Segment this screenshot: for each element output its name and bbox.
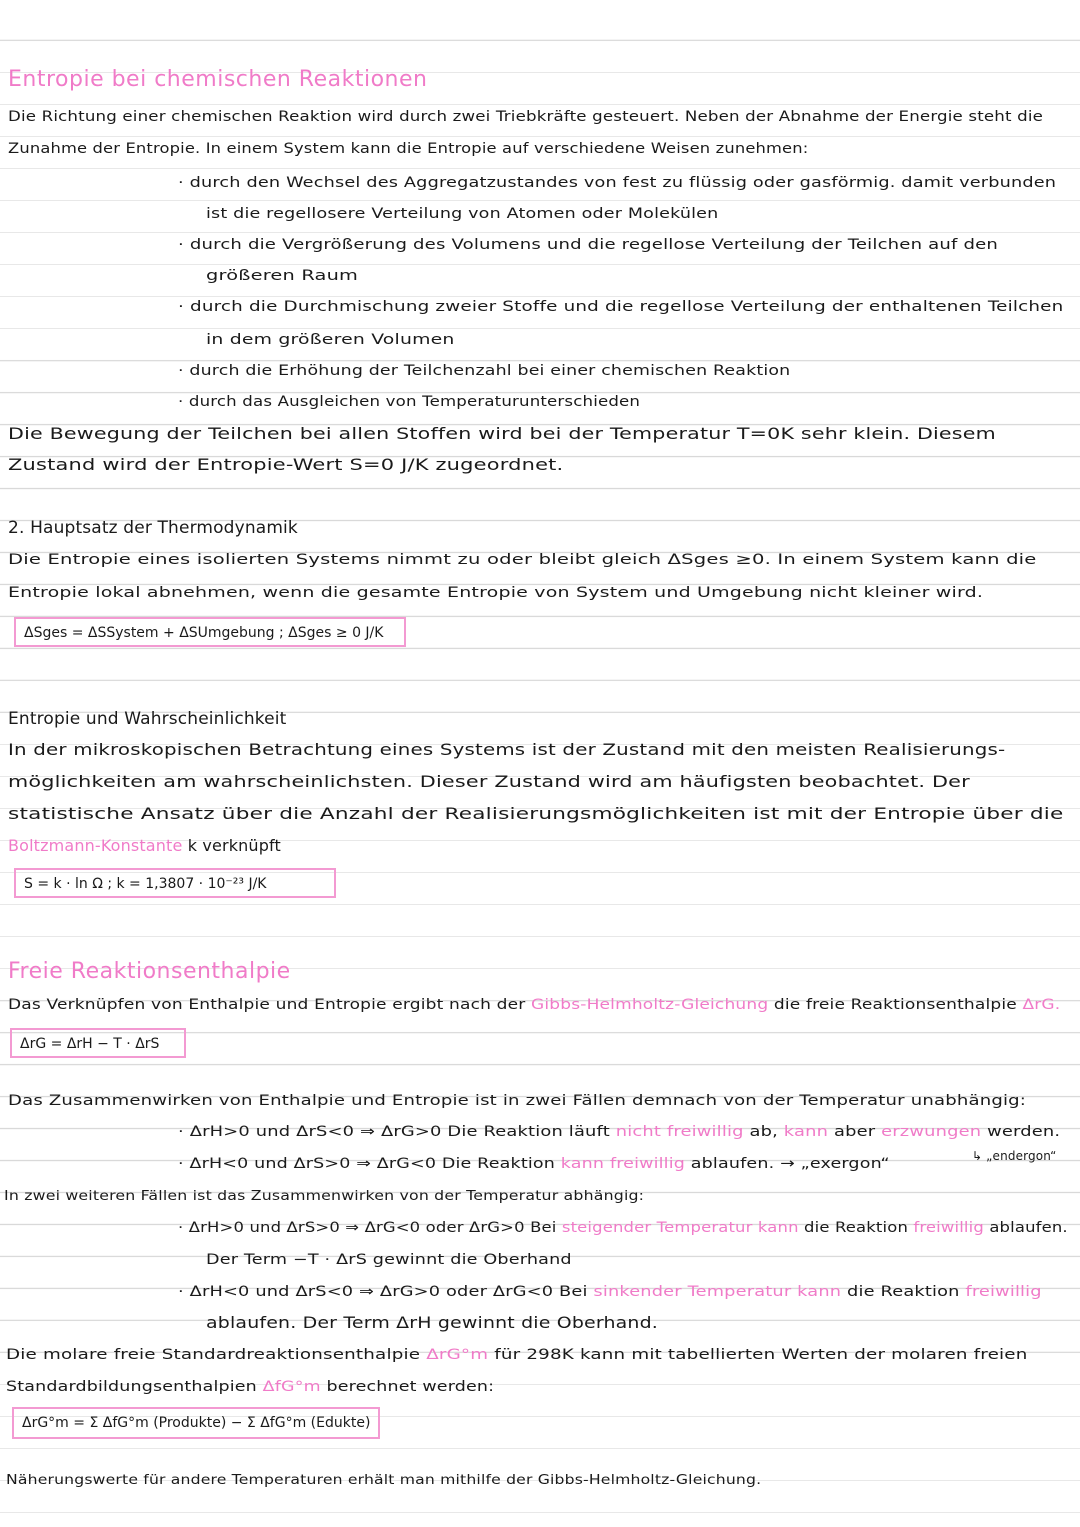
case-1-forced: erzwungen <box>881 1124 982 1140</box>
section-title-free-enthalpy: Freie Reaktionsenthalpie <box>8 959 291 984</box>
formula-gibbs: ΔrG = ΔrH − T · ΔrS <box>20 1036 160 1052</box>
entropy-bullet-2: · durch die Vergrößerung des Volumens und die regellose Verteilung der Teilchen auf den <box>178 237 999 253</box>
molar-delta-f-g: ΔfG°m <box>262 1379 321 1395</box>
section-title-entropy: Entropie bei chemischen Reaktionen <box>8 67 428 92</box>
gibbs-helmholtz-term: Gibbs-Helmholtz-Gleichung <box>531 997 769 1013</box>
entropy-bullet-1: · durch den Wechsel des Aggregatzustandes von fest zu flüssig oder gasförmig. damit verbunden <box>178 175 1057 191</box>
case-3c: ablaufen. <box>983 1220 1068 1236</box>
probability-line-4 <box>8 836 281 856</box>
case-2-can-voluntary: kann freiwillig <box>560 1156 686 1172</box>
molar-line-1 <box>6 1345 1027 1365</box>
case-1-not-voluntary: nicht freiwillig <box>615 1124 744 1140</box>
boltzmann-constant-term: Boltzmann-Konstante <box>8 836 183 855</box>
molar-delta-r-g: ΔrG°m <box>426 1347 489 1363</box>
free-enthalpy-line-1a: Das Verknüpfen von Enthalpie und Entropie ergibt nach der <box>8 997 532 1013</box>
case-1d: werden. <box>981 1124 1061 1140</box>
case-4-falling-temp: sinkender Temperatur kann <box>593 1284 842 1300</box>
formula-box-gibbs <box>10 1028 186 1058</box>
probability-line-1: In der mikroskopischen Betrachtung eines Systems ist der Zustand mit den meisten Realisierungs- <box>8 740 1006 759</box>
formula-box-molar <box>12 1407 380 1439</box>
case-4a: · ΔrH<0 und ΔrS<0 ⇒ ΔrG>0 oder ΔrG<0 Bei <box>178 1284 594 1300</box>
case-3-voluntary: freiwillig <box>913 1220 984 1236</box>
molar-2b: berechnet werden: <box>320 1379 495 1395</box>
entropy-bullet-2-cont: größeren Raum <box>206 268 359 284</box>
case-4-line-2: ablaufen. Der Term ΔrH gewinnt die Oberhand. <box>206 1313 658 1332</box>
case-1-line <box>178 1122 1060 1142</box>
case-1b: ab, <box>743 1124 784 1140</box>
case-2b: ablaufen. → „exergon“ <box>685 1156 890 1172</box>
case-3a: · ΔrH>0 und ΔrS>0 ⇒ ΔrG<0 oder ΔrG>0 Bei <box>178 1220 562 1236</box>
section-title-second-law: 2. Hauptsatz der Thermodynamik <box>8 518 298 538</box>
free-enthalpy-line-1b: die freie Reaktionsenthalpie <box>768 997 1023 1013</box>
case-3-rising-temp: steigender Temperatur kann <box>561 1220 799 1236</box>
entropy-zero-line-2: Zustand wird der Entropie-Wert S=0 J/K zugeordnet. <box>8 455 564 474</box>
delta-r-g-term: ΔrG. <box>1022 997 1061 1013</box>
case-1-can: kann <box>783 1124 829 1140</box>
molar-1b: für 298K kann mit tabellierten Werten der molaren freien <box>488 1347 1028 1363</box>
case-3-line-2: Der Term −T · ΔrS gewinnt die Oberhand <box>206 1252 572 1268</box>
case-3-line <box>178 1218 1068 1238</box>
probability-line-4-rest: k verknüpft <box>182 836 281 855</box>
second-law-line-2: Entropie lokal abnehmen, wenn die gesamte Entropie von System und Umgebung nicht kleiner wird. <box>8 585 984 601</box>
case-1a: · ΔrH>0 und ΔrS<0 ⇒ ΔrG>0 Die Reaktion läuft <box>178 1124 616 1140</box>
temperature-dependent-intro: In zwei weiteren Fällen ist das Zusammenwirken von der Temperatur abhängig: <box>4 1189 645 1204</box>
molar-2a: Standardbildungsenthalpien <box>6 1379 263 1395</box>
entropy-bullet-4: · durch die Erhöhung der Teilchenzahl bei einer chemischen Reaktion <box>178 363 791 379</box>
probability-line-2: möglichkeiten am wahrscheinlichsten. Dieser Zustand wird am häufigsten beobachtet. Der <box>8 772 970 791</box>
entropy-bullet-3: · durch die Durchmischung zweier Stoffe und die regellose Verteilung der enthaltenen Teilchen <box>178 299 1064 315</box>
case-4b: die Reaktion <box>841 1284 966 1300</box>
entropy-bullet-1-cont: ist die regellosere Verteilung von Atomen oder Molekülen <box>206 206 719 222</box>
entropy-bullet-5: · durch das Ausgleichen von Temperaturunterschieden <box>178 394 641 410</box>
case-2a: · ΔrH<0 und ΔrS>0 ⇒ ΔrG<0 Die Reaktion <box>178 1156 561 1172</box>
molar-line-2 <box>6 1377 494 1397</box>
free-enthalpy-line-1 <box>8 995 1060 1015</box>
entropy-intro-line-1: Die Richtung einer chemischen Reaktion wird durch zwei Triebkräfte gesteuert. Neben der Abnahme der Energie steht die <box>8 109 1044 125</box>
temperature-independent-intro: Das Zusammenwirken von Enthalpie und Entropie ist in zwei Fällen demnach von der Temperatur unabhängig: <box>8 1093 1027 1109</box>
entropy-intro-line-2: Zunahme der Entropie. In einem System kann die Entropie auf verschiedene Weisen zunehmen: <box>8 141 809 157</box>
case-4-voluntary: freiwillig <box>965 1284 1042 1300</box>
entropy-bullet-3-cont: in dem größeren Volumen <box>206 332 455 348</box>
entropy-zero-line-1: Die Bewegung der Teilchen bei allen Stoffen wird bei der Temperatur T=0K sehr klein. Diesem <box>8 424 996 443</box>
case-1c: aber <box>828 1124 882 1140</box>
case-3b: die Reaktion <box>798 1220 914 1236</box>
second-law-line-1: Die Entropie eines isolierten Systems nimmt zu oder bleibt gleich ΔSges ≥0. In einem System kann die <box>8 552 1037 568</box>
formula-box-boltzmann <box>14 868 336 898</box>
section-title-probability: Entropie und Wahrscheinlichkeit <box>8 709 287 729</box>
endergon-note: ↳ „endergon“ <box>972 1149 1057 1163</box>
formula-box-total-entropy <box>14 617 406 647</box>
formula-boltzmann: S = k · ln Ω ; k = 1,3807 · 10⁻²³ J/K <box>24 876 267 892</box>
molar-1a: Die molare freie Standardreaktionsenthalpie <box>6 1347 427 1363</box>
formula-total-entropy: ΔSges = ΔSSystem + ΔSUmgebung ; ΔSges ≥ 0 J/K <box>24 625 384 641</box>
case-4-line <box>178 1282 1042 1302</box>
case-2-line <box>178 1154 890 1174</box>
probability-line-3: statistische Ansatz über die Anzahl der Realisierungsmöglichkeiten ist mit der Entropie über die <box>8 804 1064 823</box>
approximation-line: Näherungswerte für andere Temperaturen erhält man mithilfe der Gibbs-Helmholtz-Gleichung. <box>6 1472 762 1488</box>
formula-molar: ΔrG°m = Σ ΔfG°m (Produkte) − Σ ΔfG°m (Edukte) <box>22 1415 371 1431</box>
